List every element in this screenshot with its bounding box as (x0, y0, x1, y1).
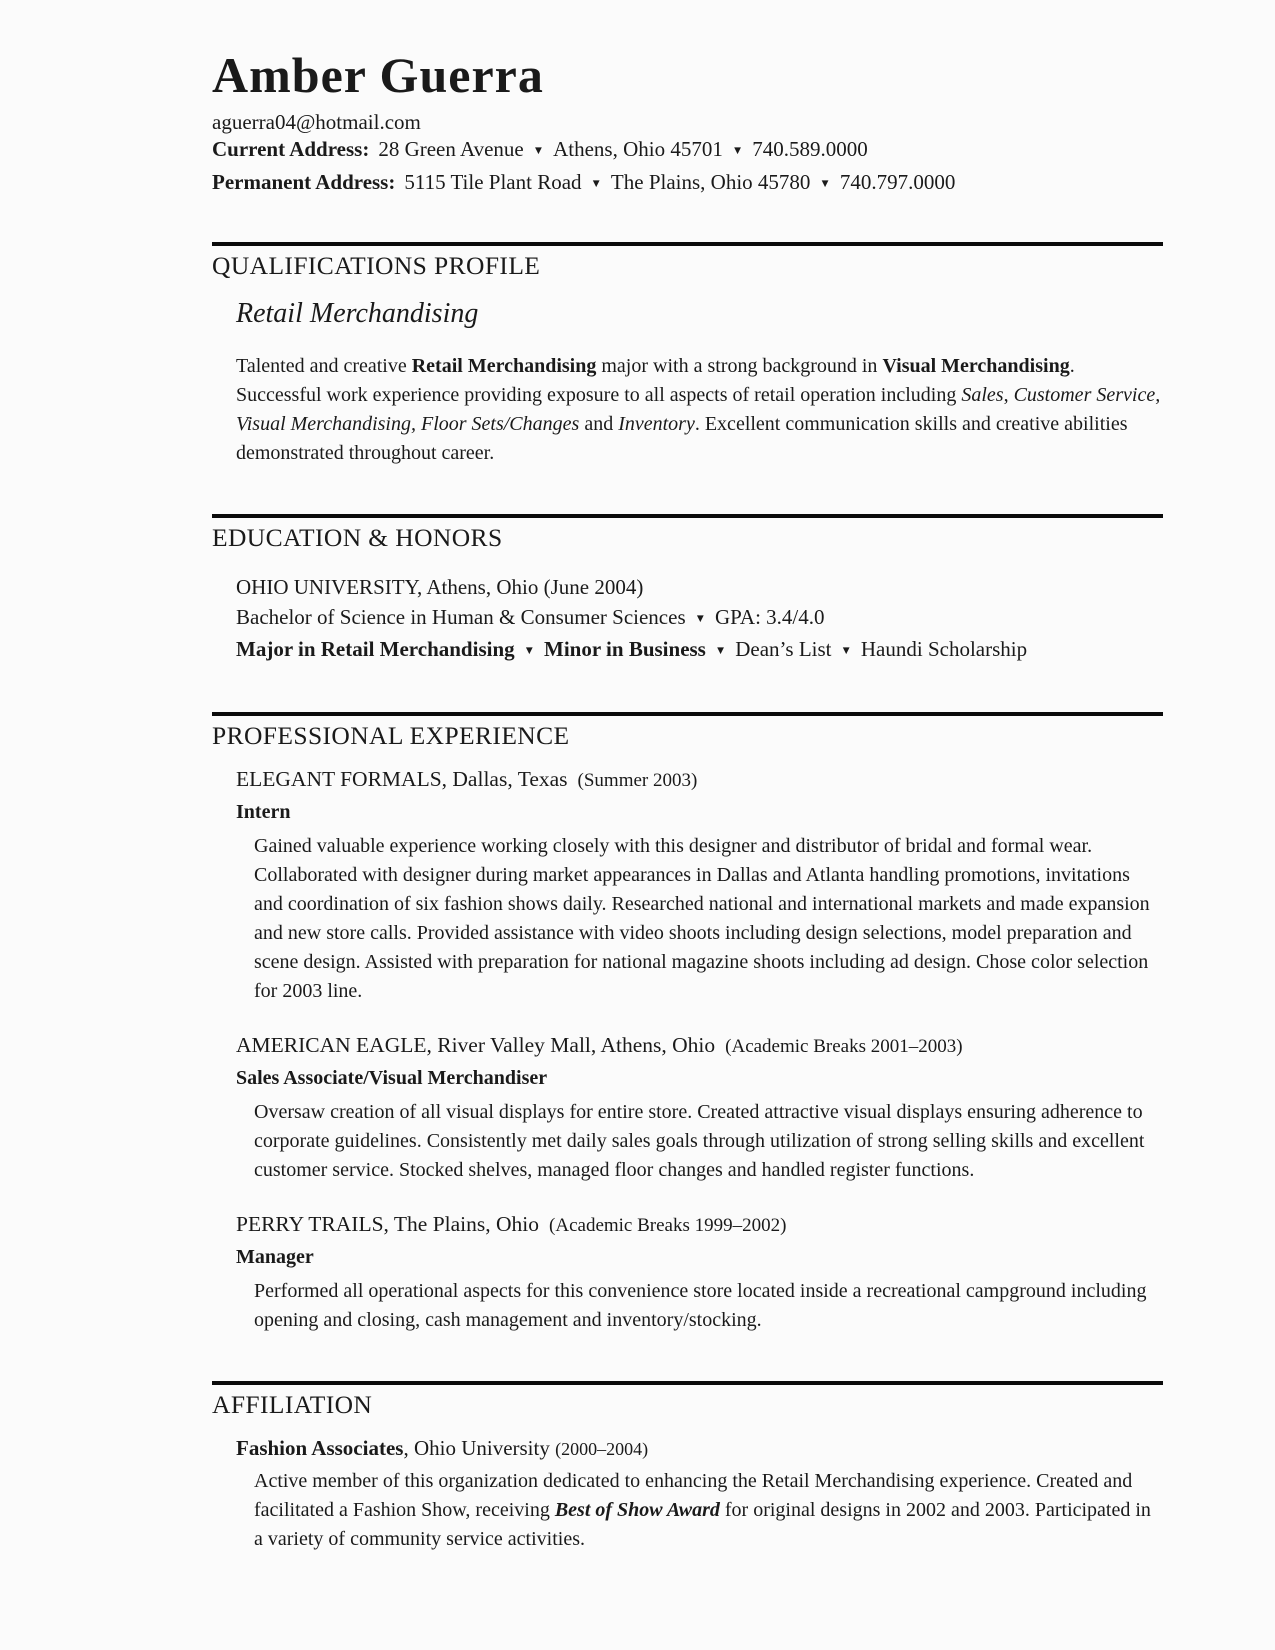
text-segment: Retail Merchandising (411, 355, 597, 377)
text-segment: , Ohio University (403, 1436, 556, 1460)
triangle-separator-icon: ▼ (694, 613, 707, 625)
education-block (236, 572, 1163, 666)
section-affiliation (212, 1381, 1163, 1554)
text-segment: for original designs in 2002 and 2003. Participated in a variety of community service activities. (254, 1499, 1151, 1550)
job-entry-elegant-formals (236, 766, 1163, 1006)
section-rule (212, 1381, 1163, 1385)
job-title: Intern (236, 801, 291, 823)
job-dates: (Summer 2003) (577, 770, 698, 791)
text-segment: 28 Green Avenue (378, 137, 524, 161)
triangle-separator-icon: ▼ (819, 178, 831, 190)
section-heading-experience: PROFESSIONAL EXPERIENCE (212, 721, 570, 750)
triangle-separator-icon: ▼ (714, 645, 727, 657)
job-dates: (Academic Breaks 2001–2003) (725, 1036, 963, 1057)
triangle-separator-icon: ▼ (590, 178, 602, 190)
text-segment: . Successful work experience providing exposure to all aspects of retail operation including (236, 355, 1075, 406)
job-company: AMERICAN EAGLE, River Valley Mall, Athens, Ohio (236, 1033, 716, 1057)
affiliation-paragraph (254, 1467, 1163, 1554)
education-degree-line (236, 602, 1163, 634)
job-description: Gained valuable experience working closely with this designer and distributor of bridal and formal wear. Collaborated with designer during market appearances in Dallas and Atlanta handling promotions, invitations and coordination of six fashion shows daily. Researched national and international markets and made expansion and new store calls. Provided assistance with video shoots including design selections, model preparation and scene design. Assisted with preparation for national magazine shoots including ad design. Chose color selection for 2003 line. (254, 835, 1150, 1002)
text-segment: 740.589.0000 (752, 137, 868, 161)
text-segment: Active member of this organization dedicated to enhancing the Retail Merchandising experience. Created and facilitated a Fashion Show, receiving (254, 1470, 1133, 1521)
profile-subheading: Retail Merchandising (236, 298, 479, 329)
section-rule (212, 242, 1163, 246)
permanent-address-label: Permanent Address: (212, 170, 396, 194)
text-segment: , (1003, 384, 1014, 406)
header (212, 47, 1163, 200)
qualifications-paragraph (236, 352, 1163, 468)
text-segment: The Plains, Ohio 45780 (610, 170, 811, 194)
text-segment: Fashion Associates (236, 1436, 404, 1460)
job-company-line (236, 1211, 1163, 1239)
section-education (212, 514, 1163, 666)
text-segment: Visual Merchandising (882, 355, 1070, 377)
job-company-line (236, 1032, 1163, 1060)
job-dates: (Academic Breaks 1999–2002) (549, 1215, 787, 1236)
section-heading-qualifications: QUALIFICATIONS PROFILE (212, 251, 541, 280)
current-address-row (212, 134, 1163, 167)
text-segment: Major in Retail Merchandising (236, 637, 515, 661)
permanent-address-row (212, 167, 1163, 200)
text-segment: Dean’s List (735, 637, 832, 661)
text-segment: Best of Show Award (554, 1499, 720, 1521)
section-experience (212, 712, 1163, 1335)
affiliation-org-line (236, 1435, 1163, 1462)
text-segment: Sales (961, 384, 1004, 406)
text-segment: GPA: 3.4/4.0 (715, 605, 825, 629)
education-honors-line (236, 634, 1163, 666)
job-entry-perry-trails (236, 1211, 1163, 1335)
job-company: ELEGANT FORMALS, Dallas, Texas (236, 767, 568, 791)
job-description: Performed all operational aspects for this convenience store located inside a recreational campground including opening and closing, cash management and inventory/stocking. (254, 1280, 1147, 1331)
text-segment: 740.797.0000 (839, 170, 956, 194)
text-segment: Athens, Ohio 45701 (553, 137, 723, 161)
permanent-address-value (404, 170, 955, 194)
text-segment: Bachelor of Science in Human & Consumer Sciences (236, 605, 686, 629)
text-segment: Haundi Scholarship (860, 637, 1028, 661)
education-school-line: OHIO UNIVERSITY, Athens, Ohio (June 2004) (236, 575, 644, 599)
current-address-label: Current Address: (212, 137, 370, 161)
current-address-value (378, 137, 867, 161)
triangle-separator-icon: ▼ (523, 645, 536, 657)
triangle-separator-icon: ▼ (840, 645, 852, 657)
section-rule (212, 514, 1163, 518)
triangle-separator-icon: ▼ (731, 145, 744, 157)
section-heading-affiliation: AFFILIATION (212, 1390, 373, 1419)
text-segment: Talented and creative (236, 355, 412, 377)
text-segment: 5115 Tile Plant Road (404, 170, 582, 194)
job-company-line (236, 766, 1163, 794)
text-segment: and (579, 413, 619, 435)
triangle-separator-icon: ▼ (532, 145, 545, 157)
section-heading-education: EDUCATION & HONORS (212, 523, 503, 552)
job-company: PERRY TRAILS, The Plains, Ohio (236, 1212, 540, 1236)
job-description: Oversaw creation of all visual displays for entire store. Created attractive visual displays ensuring adherence to corporate guidelines. Consistently met daily sales goals through utilization of strong selling skills and excellent customer service. Stocked shelves, managed floor changes and handled register functions. (254, 1101, 1145, 1181)
job-title: Sales Associate/Visual Merchandiser (236, 1067, 548, 1089)
email-text: aguerra04@hotmail.com (212, 110, 421, 134)
text-segment: major with a strong background in (596, 355, 883, 377)
text-segment: Inventory (618, 413, 695, 435)
section-qualifications (212, 242, 1163, 468)
job-title: Manager (236, 1246, 314, 1268)
section-rule (212, 712, 1163, 716)
job-entry-american-eagle (236, 1032, 1163, 1185)
text-segment: Minor in Business (544, 637, 706, 661)
text-segment: Customer Service, Visual Merchandising, Floor Sets/Changes (236, 384, 1161, 435)
person-name: Amber Guerra (212, 47, 544, 103)
text-segment: (2000–2004) (555, 1439, 649, 1459)
text-segment: . Excellent communication skills and creative abilities demonstrated throughout career. (236, 413, 1128, 464)
